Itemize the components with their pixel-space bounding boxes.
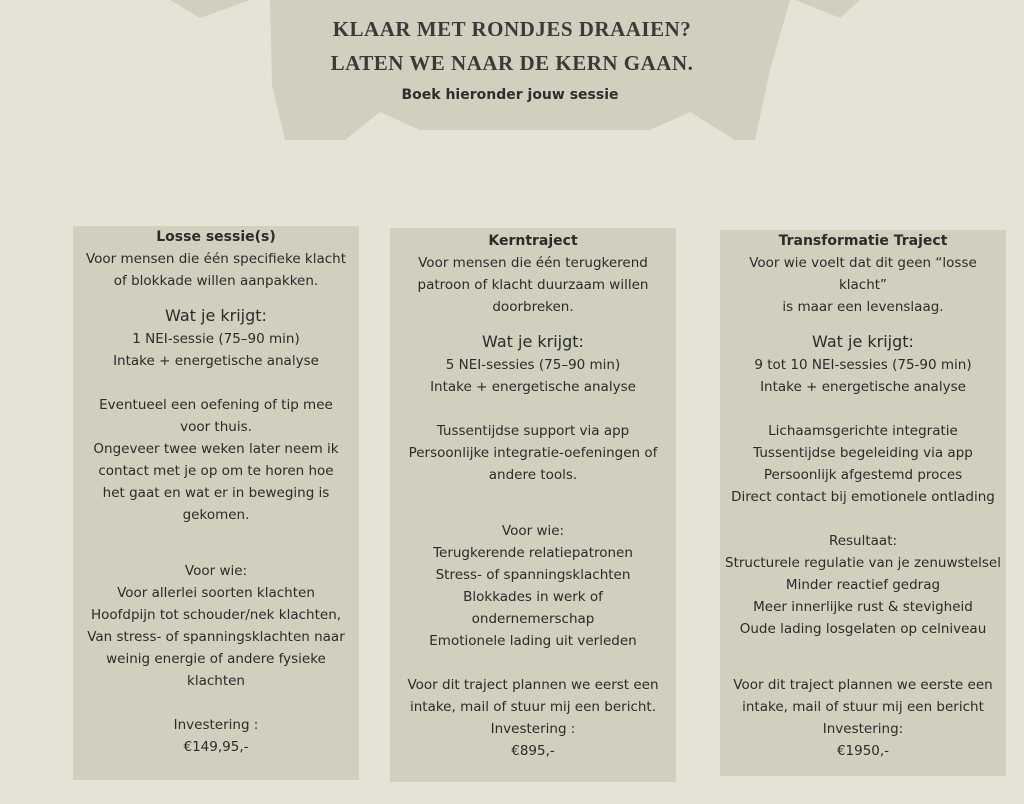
what-item: 5 NEI-sessies (75–90 min) <box>445 357 621 373</box>
price: €149,95,- <box>183 739 249 755</box>
for-item: Hoofdpijn tot schouder/nek klachten, <box>90 607 342 623</box>
for-item: ondernemerschap <box>471 611 595 627</box>
extra-line: gekomen. <box>182 507 250 523</box>
result-label: Resultaat: <box>828 533 898 549</box>
card-intro-line: patroon of klacht duurzaam willen <box>417 277 649 293</box>
page-subtitle: Boek hieronder jouw sessie <box>401 87 619 103</box>
what-item: Intake + energetische analyse <box>113 353 319 369</box>
page-title-line2: LATEN WE NAAR DE KERN GAAN. <box>330 51 694 75</box>
for-item: Voor allerlei soorten klachten <box>117 585 315 601</box>
for-item: klachten <box>187 673 245 689</box>
extra-line: Eventueel een oefening of tip mee <box>99 397 333 413</box>
what-item: 9 tot 10 NEI-sessies (75-90 min) <box>754 357 972 373</box>
what-label: Wat je krijgt: <box>812 332 914 351</box>
card-intro-line: doorbreken. <box>492 299 574 315</box>
result-item: Oude lading losgelaten op celniveau <box>739 621 987 637</box>
extra-line: Persoonlijke integratie-oefeningen of <box>408 445 658 461</box>
extra-line: Persoonlijk afgestemd proces <box>763 467 963 483</box>
header <box>0 12 1024 80</box>
result-item: Meer innerlijke rust & stevigheid <box>753 599 973 615</box>
card-intro-line: Voor wie voelt dat dit geen “losse klacht” <box>749 255 977 293</box>
what-label: Wat je krijgt: <box>482 332 584 351</box>
what-label: Wat je krijgt: <box>165 306 267 325</box>
card-intro-line: Voor mensen die één terugkerend <box>418 255 648 271</box>
for-item: Emotionele lading uit verleden <box>429 633 637 649</box>
page-title-line1: KLAAR MET RONDJES DRAAIEN? <box>332 17 692 41</box>
note-line: Voor dit traject plannen we eerste een <box>733 677 993 693</box>
for-label: Voor wie: <box>184 563 248 579</box>
card-intro-line: is maar een levenslaag. <box>782 299 944 315</box>
note-line: intake, mail of stuur mij een bericht. <box>409 699 657 715</box>
card-losse-sessie[interactable] <box>73 226 359 780</box>
for-item: weinig energie of andere fysieke <box>106 651 326 667</box>
what-item: 1 NEI-sessie (75–90 min) <box>132 331 300 347</box>
extra-line: Lichaamsgerichte integratie <box>768 423 958 439</box>
investment-label: Investering : <box>490 721 576 737</box>
what-item: Intake + energetische analyse <box>760 379 966 395</box>
investment-label: Investering: <box>822 721 904 737</box>
result-item: Minder reactief gedrag <box>785 577 941 593</box>
extra-line: andere tools. <box>488 467 578 483</box>
extra-line: contact met je op om te horen hoe <box>98 463 334 479</box>
for-item: Terugkerende relatiepatronen <box>433 545 633 561</box>
for-item: Van stress- of spanningsklachten naar <box>87 629 345 645</box>
what-item: Intake + energetische analyse <box>430 379 636 395</box>
note-line: Voor dit traject plannen we eerst een <box>407 677 659 693</box>
extra-line: Direct contact bij emotionele ontlading <box>731 489 995 505</box>
extra-line: Tussentijdse begeleiding via app <box>753 445 973 461</box>
extra-line: het gaat en wat er in beweging is <box>102 485 330 501</box>
for-item: Stress- of spanningsklachten <box>435 567 631 583</box>
for-item: Blokkades in werk of <box>463 589 603 605</box>
card-transformatie-traject[interactable] <box>720 230 1006 776</box>
card-title: Transformatie Traject <box>778 233 948 249</box>
extra-line: Ongeveer twee weken later neem ik <box>93 441 339 457</box>
price: €895,- <box>511 743 555 759</box>
investment-label: Investering : <box>173 717 259 733</box>
card-intro-line: of blokkade willen aanpakken. <box>113 273 319 289</box>
card-title: Losse sessie(s) <box>156 229 276 245</box>
price: €1950,- <box>836 743 890 759</box>
card-intro-line: Voor mensen die één specifieke klacht <box>85 251 347 267</box>
result-item: Structurele regulatie van je zenuwstelsel <box>725 555 1001 571</box>
for-label: Voor wie: <box>501 523 565 539</box>
extra-line: voor thuis. <box>180 419 252 435</box>
extra-line: Tussentijdse support via app <box>436 423 630 439</box>
card-title: Kerntraject <box>488 233 578 249</box>
card-kerntraject[interactable] <box>390 228 676 782</box>
note-line: intake, mail of stuur mij een bericht <box>742 699 984 715</box>
